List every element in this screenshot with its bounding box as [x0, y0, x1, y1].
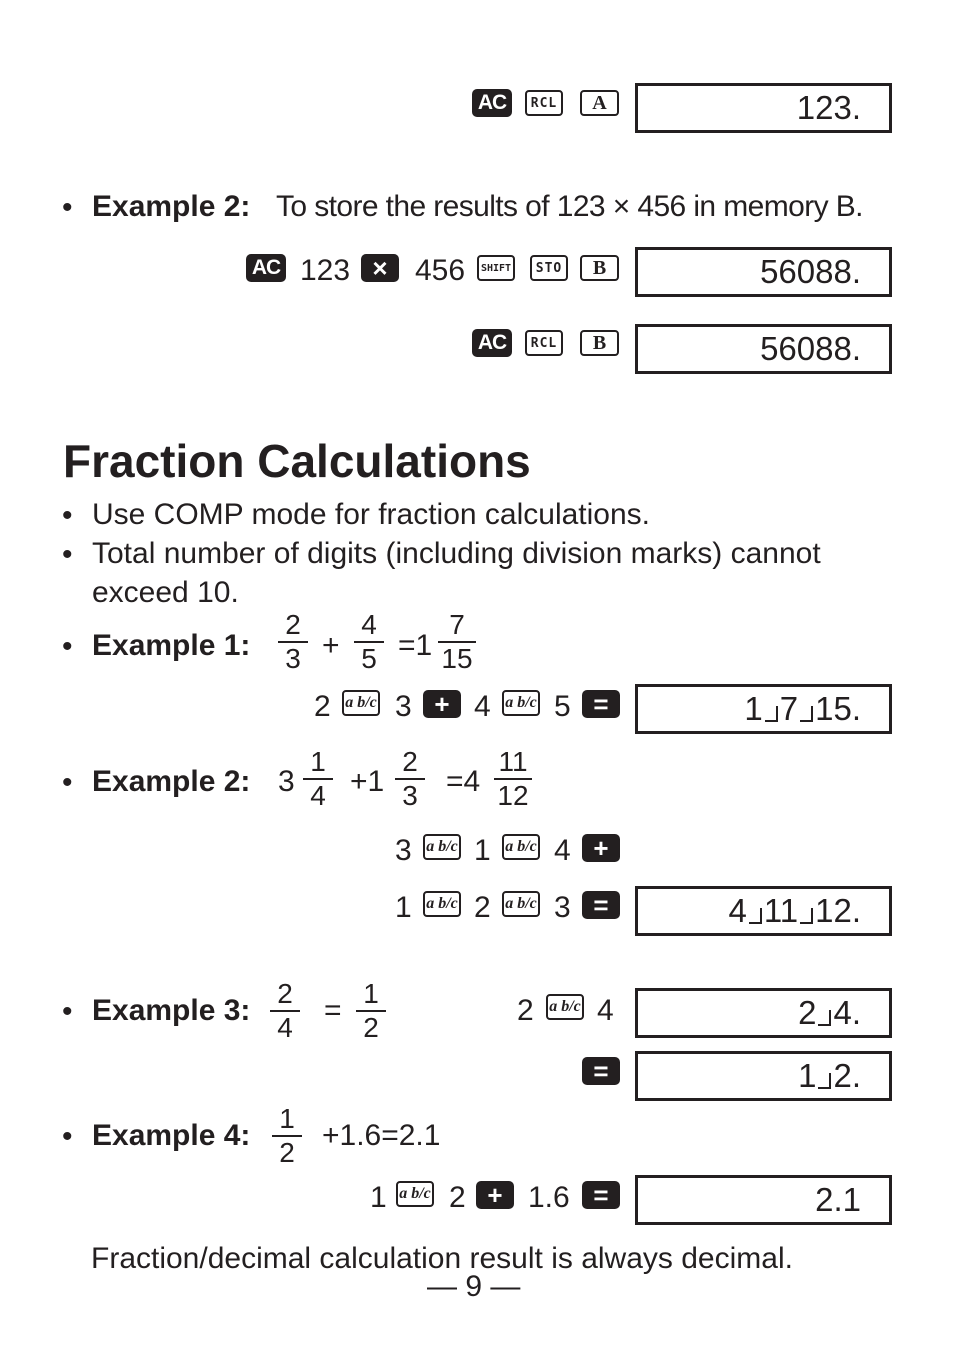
input-number: 4 — [554, 834, 571, 867]
rcl-key[interactable]: RCL — [525, 330, 563, 356]
display-recall-a — [635, 83, 892, 133]
display-value: 123. — [796, 89, 861, 126]
fraction — [492, 748, 534, 810]
section-title: Fraction Calculations — [63, 435, 531, 487]
display-value: 2 4. — [798, 994, 861, 1031]
bullet: • — [62, 995, 73, 1028]
fraction — [436, 611, 478, 673]
expression-text: +1.6=2.1 — [322, 1119, 441, 1152]
numerator: 1 — [279, 1103, 295, 1134]
display-ex1 — [635, 684, 892, 734]
bullet-text: Use COMP mode for fraction calculations. — [92, 498, 651, 531]
bullet: • — [62, 499, 73, 532]
bullet: • — [62, 1120, 73, 1153]
display-recall-b — [635, 324, 892, 374]
fraction — [276, 611, 310, 673]
denominator: 3 — [402, 780, 418, 811]
sto-key[interactable]: STO — [530, 255, 568, 281]
equals-text: =1 — [398, 629, 433, 662]
memory-a-key[interactable]: A — [580, 90, 619, 116]
fraction-key[interactable]: a b/c — [342, 690, 380, 716]
equals-text: =4 — [446, 765, 481, 798]
fraction-key[interactable]: a b/c — [502, 690, 540, 716]
denominator: 4 — [277, 1012, 293, 1043]
equals-text: = — [324, 994, 342, 1027]
denominator: 5 — [361, 643, 377, 674]
example-label: Example 1: — [92, 629, 251, 662]
input-number: 3 — [554, 891, 571, 924]
display-value: 1 2. — [798, 1057, 861, 1094]
bullet-text-continued: exceed 10. — [92, 576, 239, 609]
input-number: 3 — [395, 834, 412, 867]
fraction — [352, 611, 386, 673]
times-key[interactable]: × — [361, 254, 399, 282]
display-value: 1 7 15. — [744, 690, 861, 727]
equals-key[interactable]: = — [582, 891, 620, 919]
fraction-key[interactable]: a b/c — [502, 891, 540, 917]
denominator: 2 — [279, 1137, 295, 1168]
input-number: 1 — [395, 891, 412, 924]
display-ex4 — [635, 1175, 892, 1225]
display-value: 4 11 12. — [728, 892, 861, 929]
ac-key[interactable]: AC — [472, 89, 512, 117]
display-value: 56088. — [760, 330, 861, 367]
input-number: 4 — [597, 994, 614, 1027]
input-number: 2 — [314, 690, 331, 723]
denominator: 2 — [363, 1012, 379, 1043]
numerator: 4 — [361, 609, 377, 640]
example-text: To store the results of 123 × 456 in memory B. — [276, 190, 863, 223]
fraction — [270, 1105, 304, 1167]
input-number: 4 — [474, 690, 491, 723]
display-ex2 — [635, 886, 892, 936]
fraction-key[interactable]: a b/c — [423, 891, 461, 917]
example-label: Example 3: — [92, 994, 251, 1027]
denominator: 3 — [285, 643, 301, 674]
memory-b-key[interactable]: B — [580, 255, 619, 281]
numerator: 1 — [310, 746, 326, 777]
numerator: 11 — [498, 746, 528, 777]
numerator: 1 — [363, 978, 379, 1009]
bullet: • — [62, 630, 73, 663]
input-number: 2 — [474, 891, 491, 924]
equals-key[interactable]: = — [582, 1057, 620, 1085]
input-number: 1 — [370, 1181, 387, 1214]
fraction-key[interactable]: a b/c — [502, 834, 540, 860]
input-number: 1.6 — [528, 1181, 570, 1214]
input-number: 1 — [474, 834, 491, 867]
equals-key[interactable]: = — [582, 690, 620, 718]
plus-key[interactable]: + — [582, 834, 620, 862]
display-value: 2.1 — [815, 1181, 861, 1218]
input-number: 2 — [449, 1181, 466, 1214]
equals-key[interactable]: = — [582, 1181, 620, 1209]
fraction — [268, 980, 302, 1042]
display-store-b — [635, 247, 892, 297]
shift-key[interactable]: SHIFT — [477, 255, 515, 281]
plus-key[interactable]: + — [423, 690, 461, 718]
display-value: 56088. — [760, 253, 861, 290]
fraction — [393, 748, 427, 810]
bullet: • — [62, 766, 73, 799]
page-number: — 9 — — [427, 1270, 521, 1303]
display-ex3-step1 — [635, 988, 892, 1038]
bullet: • — [62, 191, 73, 224]
whole-number: 3 — [278, 765, 295, 798]
fraction-key[interactable]: a b/c — [546, 994, 584, 1020]
input-number: 123 — [300, 254, 351, 287]
example-label: Example 4: — [92, 1119, 251, 1152]
fraction — [354, 980, 388, 1042]
input-number: 2 — [517, 994, 534, 1027]
input-number: 3 — [395, 690, 412, 723]
ac-key[interactable]: AC — [246, 254, 286, 282]
rcl-key[interactable]: RCL — [525, 90, 563, 116]
ac-key[interactable]: AC — [472, 329, 512, 357]
operator: + — [322, 629, 340, 662]
operator: +1 — [350, 765, 385, 798]
fraction — [301, 748, 335, 810]
numerator: 2 — [285, 609, 301, 640]
numerator: 2 — [277, 978, 293, 1009]
note-text: Fraction/decimal calculation result is always decimal. — [91, 1242, 793, 1275]
example-label: Example 2: — [92, 765, 251, 798]
input-number: 456 — [415, 254, 466, 287]
fraction-key[interactable]: a b/c — [423, 834, 461, 860]
denominator: 12 — [497, 780, 529, 811]
fraction-key[interactable]: a b/c — [396, 1181, 434, 1207]
numerator: 2 — [402, 746, 418, 777]
denominator: 4 — [310, 780, 326, 811]
numerator: 7 — [449, 609, 465, 640]
display-ex3-step2 — [635, 1051, 892, 1101]
plus-key[interactable]: + — [476, 1181, 514, 1209]
bullet-text: Total number of digits (including division marks) cannot — [92, 537, 821, 570]
bullet: • — [62, 538, 73, 571]
input-number: 5 — [554, 690, 571, 723]
denominator: 15 — [441, 643, 473, 674]
memory-b-key[interactable]: B — [580, 330, 619, 356]
example-label: Example 2: — [92, 190, 251, 223]
